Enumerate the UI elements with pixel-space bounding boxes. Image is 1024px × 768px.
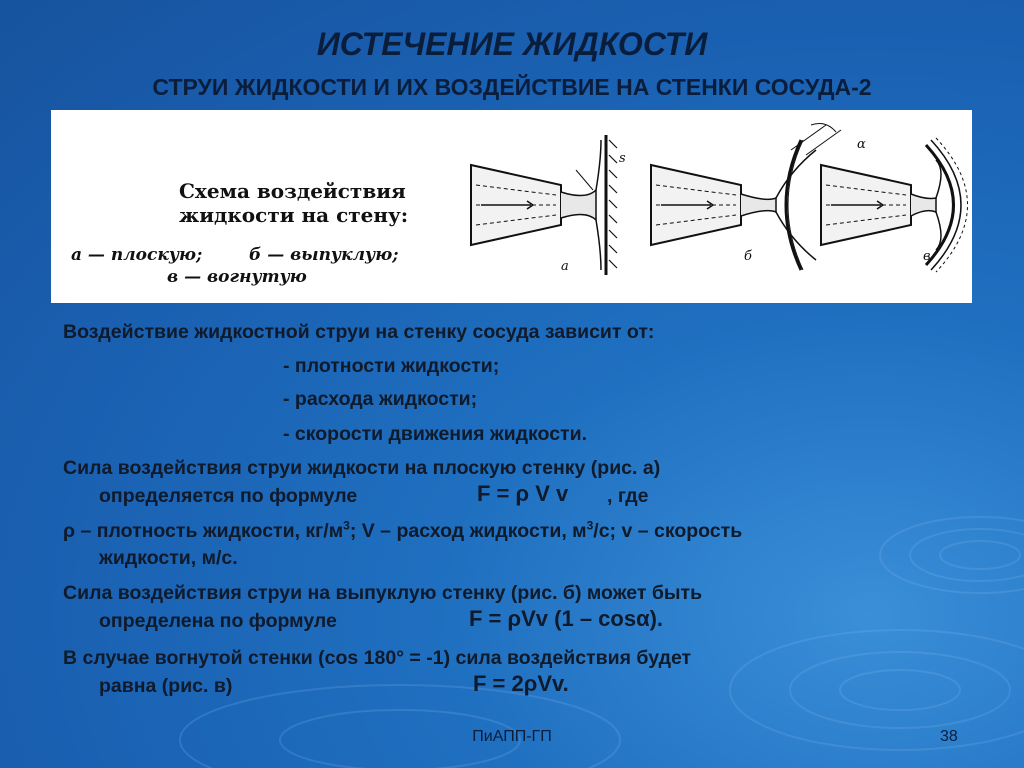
flat-wall-tail: , где: [607, 485, 649, 507]
caption-flat: а — плоскую;: [71, 245, 203, 265]
label-v: в: [923, 249, 931, 264]
slide-subtitle: СТРУИ ЖИДКОСТИ И ИХ ВОЗДЕЙСТВИЕ НА СТЕНКИ СОСУДА-2: [152, 74, 872, 100]
concave-wall-text-1: В случае вогнутой стенки (cos 180° = -1) сила воздействия будет: [63, 647, 692, 669]
legend-line-1: [63, 519, 742, 543]
convex-wall-text-1: Сила воздействия струи на выпуклую стенку (рис. б) может быть: [63, 582, 703, 604]
legend-velocity: /с; v – скорость: [593, 520, 743, 542]
jet-diagrams: [461, 110, 972, 303]
caption-title-line-1: Схема воздействия: [179, 179, 406, 203]
legend-sup-2: 3: [586, 518, 594, 533]
legend-flow: ; V – расход жидкости, м: [349, 520, 587, 542]
label-alpha: α: [857, 137, 866, 152]
page-number: 38: [940, 728, 958, 745]
caption-convex: б — выпуклую;: [249, 245, 399, 265]
factor-flow: - расхода жидкости;: [283, 388, 478, 410]
figure-caption-title: [179, 179, 408, 227]
caption-concave: в — вогнутую: [167, 267, 307, 287]
intro-text: Воздействие жидкостной струи на стенку сосуда зависит от:: [63, 321, 655, 343]
flat-wall-text-2: определяется по формуле: [99, 485, 358, 507]
caption-title-line-2: жидкости на стену:: [179, 203, 409, 227]
label-a: а: [561, 259, 569, 274]
flat-wall-text-1: Сила воздействия струи жидкости на плоскую стенку (рис. а): [63, 457, 661, 479]
concave-wall-text-2: равна (рис. в): [99, 675, 233, 697]
convex-wall-text-2: определена по формуле: [99, 610, 337, 632]
legend-density: ρ – плотность жидкости, кг/м: [63, 520, 344, 542]
concave-wall-formula: F = 2ρVv.: [473, 671, 569, 696]
slide-footer: ПиАПП-ГП: [472, 728, 552, 745]
factor-velocity: - скорости движения жидкости.: [283, 423, 588, 445]
slide-title: ИСТЕЧЕНИЕ ЖИДКОСТИ: [316, 26, 708, 62]
jet-impact-figure: [51, 110, 972, 303]
label-s: s: [619, 151, 626, 166]
label-b: б: [744, 249, 752, 264]
diagram-concave-wall: [821, 138, 968, 272]
convex-wall-formula: F = ρVv (1 – cosα).: [469, 606, 664, 631]
flat-wall-formula: F = ρ V v: [477, 481, 569, 506]
legend-sup-1: 3: [343, 518, 350, 533]
diagram-flat-wall: [471, 135, 617, 275]
factor-density: - плотности жидкости;: [283, 355, 500, 377]
legend-line-2: жидкости, м/с.: [99, 547, 238, 569]
